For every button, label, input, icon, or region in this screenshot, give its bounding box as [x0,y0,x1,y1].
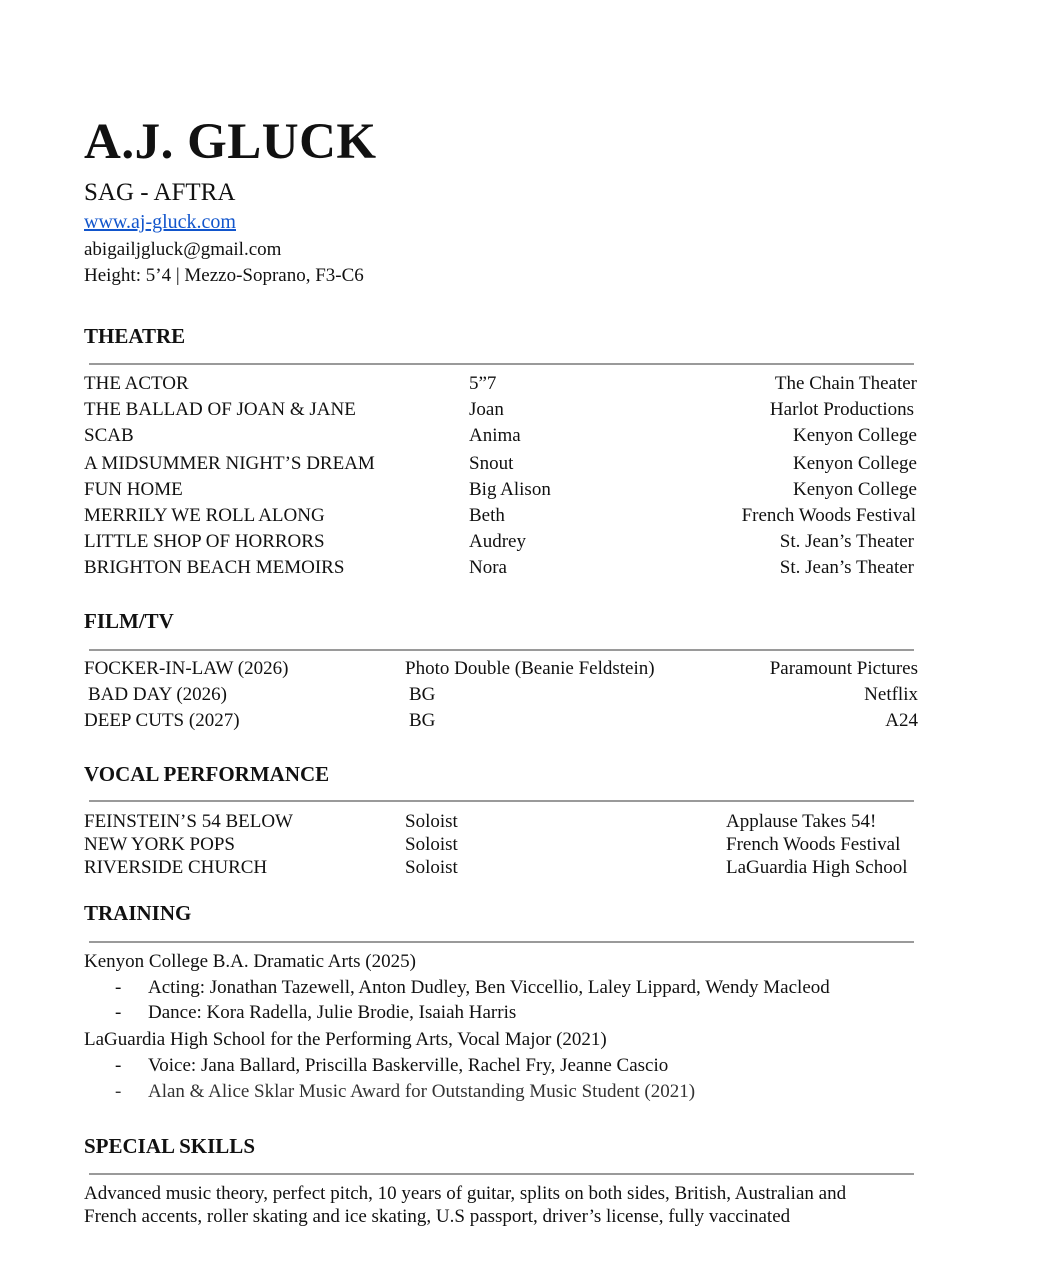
theatre-row [0,452,1038,478]
bullet-dash: - [115,977,122,998]
studio: A24 [885,710,918,731]
email: abigailjgluck@gmail.com [84,239,282,260]
role: Joan [469,399,504,420]
actor-name: A.J. GLUCK [84,114,377,170]
role: Nora [469,557,507,578]
skills-divider [89,1173,914,1175]
show-title: THE BALLAD OF JOAN & JANE [84,399,356,420]
training-item: Acting: Jonathan Tazewell, Anton Dudley, Ben Viccellio, Laley Lippard, Wendy Macleod [148,977,830,998]
theatre-row [0,556,1038,582]
film-tv-divider [89,649,914,651]
website-link[interactable]: www.aj-gluck.com [84,211,236,233]
company: The Chain Theater [774,373,917,394]
show-title: BRIGHTON BEACH MEMOIRS [84,557,345,578]
company: Kenyon College [792,453,917,474]
show-title: MERRILY WE ROLL ALONG [84,505,325,526]
theatre-row [0,504,1038,530]
theatre-heading: THEATRE [84,324,186,348]
skills-text-line: Advanced music theory, perfect pitch, 10 years of guitar, splits on both sides, British, Australian and [84,1183,847,1204]
role: Soloist [405,834,458,855]
film-row [0,683,1038,709]
studio: Paramount Pictures [769,658,918,679]
event: French Woods Festival [726,834,901,855]
film-title: BAD DAY (2026) [88,684,227,705]
company: Kenyon College [792,425,917,446]
award-item: Alan & Alice Sklar Music Award for Outstanding Music Student (2021) [148,1081,696,1102]
special-skills-heading: SPECIAL SKILLS [84,1134,255,1158]
vocal-performance-heading: VOCAL PERFORMANCE [84,762,330,786]
skills-text-line: French accents, roller skating and ice skating, U.S passport, driver’s license, fully vaccinated [84,1206,791,1227]
theatre-row [0,398,1038,424]
vocal-row [0,833,1038,856]
theatre-row [0,530,1038,556]
role: Beth [469,505,505,526]
height-voice: Height: 5’4 | Mezzo-Soprano, F3-C6 [84,265,364,286]
company: St. Jean’s Theater [779,531,914,552]
role: Big Alison [469,479,551,500]
event: Applause Takes 54! [726,811,877,832]
role: Audrey [469,531,526,552]
role: Photo Double (Beanie Feldstein) [405,658,655,679]
show-title: LITTLE SHOP OF HORRORS [84,531,325,552]
film-title: FOCKER-IN-LAW (2026) [84,658,289,679]
training-divider [89,941,914,943]
role: 5”7 [469,373,497,394]
training-item: Voice: Jana Ballard, Priscilla Baskerville, Rachel Fry, Jeanne Cascio [148,1055,669,1076]
film-tv-heading: FILM/TV [84,609,174,633]
company: French Woods Festival [741,505,916,526]
theatre-row [0,372,1038,398]
bullet-dash: - [115,1002,122,1023]
film-row [0,709,1038,735]
show-title: SCAB [84,425,134,446]
film-row [0,657,1038,683]
role: Soloist [405,857,458,878]
show-title: A MIDSUMMER NIGHT’S DREAM [84,453,375,474]
role: Snout [469,453,514,474]
role: Anima [469,425,521,446]
training-school: LaGuardia High School for the Performing Arts, Vocal Major (2021) [84,1029,607,1050]
bullet-dash: - [115,1055,122,1076]
company: St. Jean’s Theater [779,557,914,578]
theatre-row [0,424,1038,450]
bullet-dash: - [115,1081,122,1102]
vocal-divider [89,800,914,802]
training-heading: TRAINING [84,901,192,925]
film-title: DEEP CUTS (2027) [84,710,240,731]
show-title: THE ACTOR [84,373,189,394]
theatre-divider [89,363,914,365]
studio: Netflix [864,684,918,705]
company: Kenyon College [792,479,917,500]
company: Harlot Productions [769,399,914,420]
role: BG [409,710,436,731]
vocal-row [0,856,1038,879]
event: LaGuardia High School [726,857,908,878]
vocal-row [0,810,1038,833]
venue: FEINSTEIN’S 54 BELOW [84,811,293,832]
union-affiliation: SAG - AFTRA [84,179,236,206]
training-item: Dance: Kora Radella, Julie Brodie, Isaiah Harris [148,1002,517,1023]
role: Soloist [405,811,458,832]
show-title: FUN HOME [84,479,183,500]
role: BG [409,684,436,705]
training-school: Kenyon College B.A. Dramatic Arts (2025) [84,951,416,972]
venue: RIVERSIDE CHURCH [84,857,268,878]
venue: NEW YORK POPS [84,834,235,855]
theatre-row [0,478,1038,504]
